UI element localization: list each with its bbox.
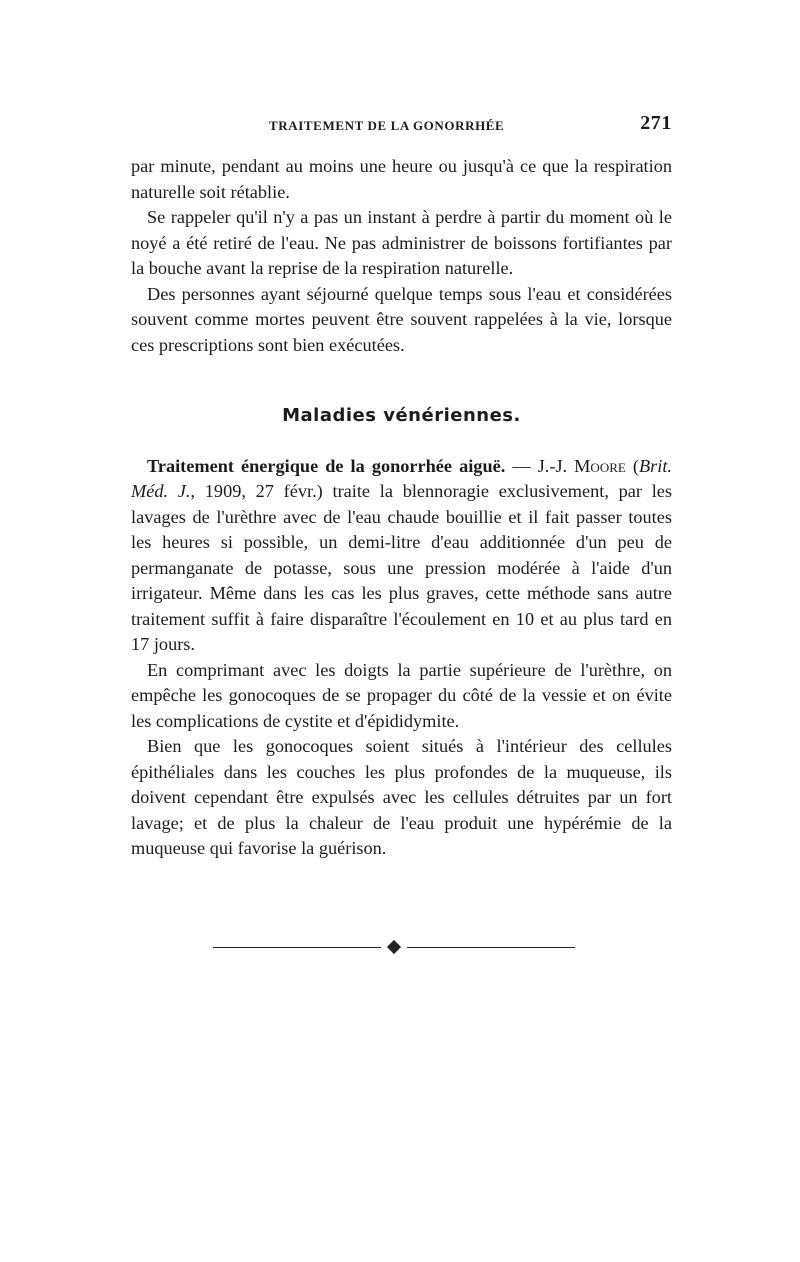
citation-open: (: [625, 455, 639, 476]
journal-name: Brit. Méd. J.: [131, 455, 672, 501]
paragraph: Se rappeler qu'il n'y a pas un instant à perdre à partir du moment où le noyé a été retiré de l'eau. Ne pas administrer de boissons fortifiantes par la bouche avant la reprise de la respiration naturelle.: [131, 207, 672, 278]
ornament-rule-right: [407, 947, 575, 948]
page-number: 271: [640, 112, 672, 134]
book-page: [131, 112, 672, 862]
end-ornament: [213, 940, 575, 956]
paragraph: Bien que les gonocoques soient situés à l'intérieur des cellules épithéliales dans les couches les plus profondes de la muqueuse, ils doivent cependant être expulsés avec les cellules détruites par un fort lavage; et de plus la chaleur de l'eau produit une hypérémie de la muqueuse qui favorise la guérison.: [131, 736, 672, 858]
article-dash: — J.-J.: [505, 455, 575, 476]
article-lead: Traitement énergique de la gonorrhée aiguë.: [147, 455, 506, 476]
ornament-rule-left: [213, 947, 381, 948]
article-text: , 1909, 27 févr.) traite la blennoragie exclusivement, par les lavages de l'urèthre avec de l'eau chaude bouillie et il fait passer toutes les heures si possible, un demi-litre d'eau additionnée d'un peu de permanganate de potasse, sous une pression modérée à l'aide d'un irrigateur. Même dans les cas les plus graves, cette méthode sans autre traitement suffit à faire disparaître l'écoulement en 10 et au plus tard en 17 jours.: [131, 481, 673, 654]
running-title: TRAITEMENT DE LA GONORRHÉE: [269, 118, 505, 133]
article-author: Moore: [574, 455, 626, 476]
paragraph-continued: par minute, pendant au moins une heure ou jusqu'à ce que la respiration naturelle soit rétablie.: [131, 156, 672, 202]
diamond-icon: [387, 940, 401, 954]
section-title: Maladies vénériennes.: [282, 405, 521, 426]
body-text: [131, 154, 672, 862]
paragraph: Des personnes ayant séjourné quelque temps sous l'eau et considérées souvent comme mortes peuvent être souvent rappelées à la vie, lorsque ces prescriptions sont bien exécutées.: [131, 283, 672, 355]
article-paragraph: [131, 454, 672, 658]
paragraph: En comprimant avec les doigts la partie supérieure de l'urèthre, on empêche les gonocoques de se propager du côté de la vessie et on évite les complications de cystite et d'épididymite.: [131, 659, 672, 731]
running-header: [131, 112, 672, 138]
